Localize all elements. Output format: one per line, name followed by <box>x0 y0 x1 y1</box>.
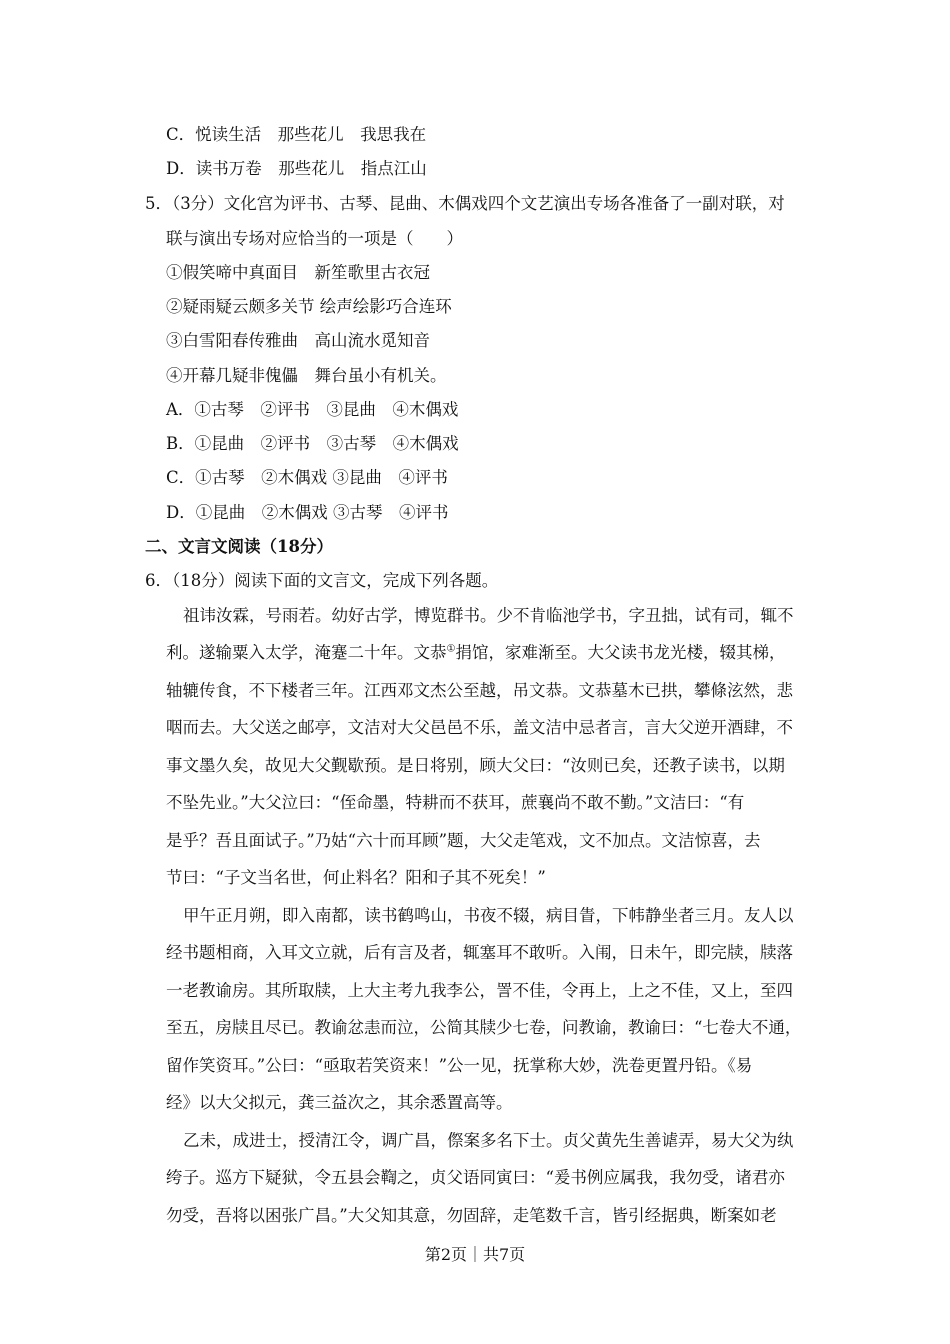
footnote-mark: ① <box>446 643 456 655</box>
passage-p2-line1: 甲午正月朔，即入南都，读书鹤鸣山，书夜不辍，病目眚，下帏静坐者三月。友人以 <box>183 906 794 925</box>
q5-option-c: C．①古琴 ②木偶戏 ③昆曲 ④评书 <box>166 468 448 487</box>
passage-text: 捐馆，家难渐至。大父读书龙光楼，辍其梯， <box>455 643 786 662</box>
passage-p2-line4: 至五，房牍且尽已。教谕忿恚而泣，公简其牍少七卷，问教谕，教谕曰：“七卷大不通， <box>166 1018 802 1037</box>
q5-stem-line1: 5．（3分）文化宫为评书、古琴、昆曲、木偶戏四个文艺演出专场各准备了一副对联，对 <box>145 194 785 213</box>
passage-p1-line3: 轴辘传食，不下楼者三年。江西邓文杰公至越，吊文恭。文恭墓木已拱，攀條泫然，悲 <box>166 681 793 700</box>
q5-stem-line2: 联与演出专场对应恰当的一项是（ ） <box>166 229 463 248</box>
passage-p1-line4: 咽而去。大父送之邮亭，文洁对大父邑邑不乐，盖文洁中忌者言，言大父逆开酒肆，不 <box>166 718 793 737</box>
passage-p3-line1: 乙未，成进士，授清江令，调广昌，傺案多名下士。贞父黄先生善谑弄，易大父为纨 <box>183 1131 794 1150</box>
section-title: 二、文言文阅读（18分） <box>145 537 333 556</box>
q5-couplet-1: ①假笑啼中真面目 新笙歌里古衣冠 <box>166 263 430 282</box>
passage-text: 利。遂输粟入太学，淹蹇二十年。文恭 <box>166 643 447 662</box>
passage-p1-line5: 事文墨久矣，故见大父觐歇预。是日将别，顾大父曰：“汝则已矣，还教子读书，以期 <box>166 756 785 775</box>
q5-option-b: B．①昆曲 ②评书 ③古琴 ④木偶戏 <box>166 434 459 453</box>
q4-option-d: D．读书万卷 那些花儿 指点江山 <box>166 159 427 178</box>
q6-stem: 6．（18分）阅读下面的文言文，完成下列各题。 <box>145 571 499 590</box>
passage-p2-line3: 一老教谕房。其所取牍，上大主考九我李公，詈不佳，令再上，上之不佳，又上，至四 <box>166 981 793 1000</box>
q5-option-d: D．①昆曲 ②木偶戏 ③古琴 ④评书 <box>166 503 449 522</box>
passage-p1-line6: 不坠先业。”大父泣曰：“侄命墨，特耕而不获耳，蔗襄尚不敢不勤。”文洁曰：“有 <box>166 793 745 812</box>
passage-p3-line2: 绔子。巡方下疑狱，令五县会鞫之，贞父语同寅曰：“爰书例应属我，我勿受，诸君亦 <box>166 1168 785 1187</box>
page-footer: 第2页｜共7页 <box>424 1245 526 1264</box>
passage-p2-line5: 留作笑资耳。”公曰：“亟取若笑资来！”公一见，抚掌称大妙，洗卷更置丹铅。《易 <box>166 1056 753 1075</box>
passage-p1-line8: 节曰：“子文当名世，何止料名？阳和子其不死矣！” <box>166 868 546 887</box>
q5-couplet-2: ②疑雨疑云颇多关节 绘声绘影巧合连环 <box>166 297 452 316</box>
passage-p2-line6: 经》以大父拟元，龚三益次之，其余悉置高等。 <box>166 1093 513 1112</box>
passage-p1-line7: 是乎？吾且面试子。”乃姑“六十而耳顾”题，大父走笔戏，文不加点。文洁惊喜，去 <box>166 831 761 850</box>
passage-p2-line2: 经书题相商，入耳文立就，后有言及者，辄塞耳不敢听。入闱，日未午，即完牍，牍落 <box>166 943 793 962</box>
passage-p3-line3: 勿受，吾将以困张广昌。”大父知其意，勿固辞，走笔数千言，皆引经据典，断案如老 <box>166 1206 777 1225</box>
passage-p1-line2 <box>166 642 808 664</box>
q5-couplet-4: ④开幕几疑非傀儡 舞台虽小有机关。 <box>166 366 447 385</box>
q5-couplet-3: ③白雪阳春传雅曲 高山流水觅知音 <box>166 331 430 350</box>
q5-option-a: A．①古琴 ②评书 ③昆曲 ④木偶戏 <box>166 400 459 419</box>
passage-p1-line1: 祖讳汝霖，号雨若。幼好古学，博览群书。少不肯临池学书，字丑拙，试有司，辄不 <box>183 606 794 625</box>
q4-option-c: C．悦读生活 那些花儿 我思我在 <box>166 125 427 144</box>
